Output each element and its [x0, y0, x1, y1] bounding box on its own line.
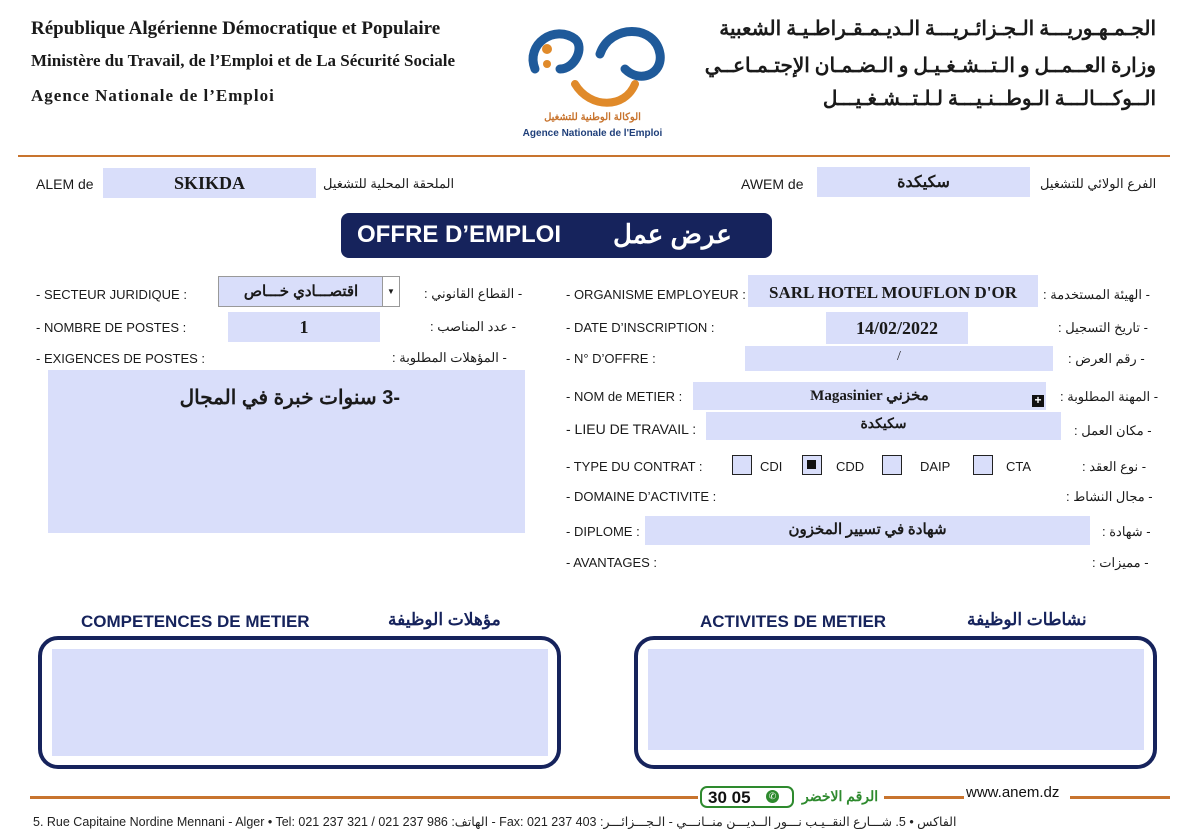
- postes-label: - NOMBRE DE POSTES :: [36, 320, 187, 335]
- competences-title-fr: COMPETENCES DE METIER: [81, 612, 310, 631]
- header-ar-line2: وزارة العــمــل و الـتــشـغـيـل و الـضـمـان الإجتـمـاعــي: [704, 55, 1156, 77]
- secteur-ar-label: - القطاع القانوني :: [424, 286, 523, 301]
- exigences-ar-label: - المؤهلات المطلوبة :: [392, 350, 507, 365]
- date-label: - DATE D’INSCRIPTION :: [566, 320, 715, 335]
- contrat-checkbox-cdd[interactable]: [802, 455, 822, 475]
- plus-icon[interactable]: +: [1032, 395, 1044, 407]
- logo-ar-text: الوكالة الوطنية للتشغيل: [544, 112, 641, 123]
- organisme-ar-label: - الهيئة المستخدمة :: [1043, 287, 1150, 302]
- secteur-label: - SECTEUR JURIDIQUE :: [36, 287, 187, 302]
- metier-label: - NOM de METIER :: [566, 389, 683, 404]
- chevron-down-icon[interactable]: ▼: [382, 277, 399, 306]
- alem-value: SKIKDA: [173, 173, 245, 193]
- domaine-label: - DOMAINE D’ACTIVITE :: [566, 489, 717, 504]
- lieu-label: - LIEU DE TRAVAIL :: [566, 421, 697, 437]
- competences-textarea[interactable]: [52, 649, 548, 756]
- anem-logo-icon: [515, 14, 670, 114]
- offre-value: /: [897, 349, 901, 364]
- metier-value: Magasinier مخزني: [810, 388, 929, 404]
- alem-label: ALEM de: [36, 176, 94, 192]
- date-ar-label: - تاريخ التسجيل :: [1058, 320, 1148, 335]
- banner-ar-title: عرض عمل: [613, 219, 732, 249]
- anem-logo: [515, 14, 670, 144]
- lieu-value: سكيكدة: [860, 417, 907, 432]
- avantages-label: - AVANTAGES :: [566, 555, 658, 570]
- metier-ar-label: - المهنة المطلوبة :: [1060, 389, 1159, 404]
- avantages-ar-label: - مميزات :: [1092, 555, 1149, 570]
- contrat-option-cdi: CDI: [760, 459, 783, 474]
- green-number-badge: [700, 786, 880, 810]
- logo-fr-text: Agence Nationale de l'Emploi: [522, 128, 663, 139]
- green-number-box: [700, 786, 794, 808]
- footer-divider-right: [884, 796, 964, 799]
- header-fr-line1: République Algérienne Démocratique et Populaire: [31, 18, 441, 39]
- secteur-value: اقتصـــادي خـــاص: [243, 283, 359, 300]
- organisme-value: SARL HOTEL MOUFLON D'OR: [769, 283, 1017, 302]
- header-divider: [18, 155, 1170, 157]
- exigences-value: -3 سنوات خبرة في المجال: [179, 387, 400, 409]
- activites-textarea[interactable]: [648, 649, 1144, 750]
- website-link[interactable]: www.anem.dz: [966, 784, 1060, 801]
- organisme-label: - ORGANISME EMPLOYEUR :: [566, 287, 746, 302]
- footer-divider-end: [1070, 796, 1170, 799]
- alem-ar-label: الملحقة المحلية للتشغيل: [323, 176, 455, 191]
- offre-label: - N° D’OFFRE :: [566, 351, 656, 366]
- footer-divider-left: [30, 796, 698, 799]
- postes-value: 1: [299, 317, 309, 337]
- offre-ar-label: - رقم العرض :: [1068, 351, 1145, 366]
- green-number: 30 05: [708, 788, 751, 807]
- diplome-value: شهادة في تسيير المخزون: [788, 522, 947, 538]
- diplome-label: - DIPLOME :: [566, 524, 640, 539]
- contrat-ar-label: - نوع العقد :: [1082, 459, 1147, 474]
- contrat-checkbox-daip[interactable]: [882, 455, 902, 475]
- awem-label: AWEM de: [741, 176, 804, 192]
- exigences-label: - EXIGENCES DE POSTES :: [36, 351, 206, 366]
- activites-title-fr: ACTIVITES DE METIER: [700, 612, 887, 631]
- date-value: 14/02/2022: [855, 318, 938, 338]
- activites-title-ar: نشاطات الوظيفة: [967, 610, 1087, 629]
- green-number-ar: الرقم الاخضر: [802, 788, 879, 804]
- postes-ar-label: - عدد المناصب :: [430, 319, 516, 334]
- offre-banner: [341, 213, 772, 258]
- header-fr-line3: Agence Nationale de l’Emploi: [31, 86, 275, 105]
- competences-title-ar: مؤهلات الوظيفة: [388, 610, 501, 629]
- footer-address: 5. Rue Capitaine Nordine Mennani - Alger • Tel: 021 237 321 / 021 237 986 :الهاتف - Fax: 021 237 403 :الفاكس • 5. شـــارع النقــيـب نـــور الــديـــن منــانـــي - الـجـــزائـــر: [33, 815, 957, 829]
- secteur-select[interactable]: [218, 276, 400, 307]
- header-ar-line3: الــوكـــالـــة الـوطــنـيـــة لـلـتــشـغـيـــل: [822, 88, 1156, 110]
- header-ar-line1: الجـمـهـوريـــة الـجـزائـريـــة الـديـمـقـراطـيـة الشعبية: [719, 18, 1156, 40]
- contrat-checkbox-cta[interactable]: [973, 455, 993, 475]
- header-fr-line2: Ministère du Travail, de l’Emploi et de La Sécurité Sociale: [31, 51, 456, 70]
- contrat-checkbox-cdi[interactable]: [732, 455, 752, 475]
- domaine-ar-label: - مجال النشاط :: [1066, 489, 1153, 504]
- banner-fr-title: OFFRE D’EMPLOI: [357, 221, 561, 248]
- lieu-ar-label: - مكان العمل :: [1074, 423, 1152, 438]
- contrat-option-cdd: CDD: [836, 459, 865, 474]
- contrat-label: - TYPE DU CONTRAT :: [566, 459, 703, 474]
- diplome-ar-label: - شهادة :: [1102, 524, 1151, 539]
- awem-ar-label: الفرع الولائي للتشغيل: [1040, 176, 1157, 191]
- phone-icon: ✆: [766, 790, 779, 803]
- awem-value: سكيكدة: [897, 174, 950, 191]
- contrat-option-cta: CTA: [1006, 459, 1032, 474]
- contrat-option-daip: DAIP: [920, 459, 951, 474]
